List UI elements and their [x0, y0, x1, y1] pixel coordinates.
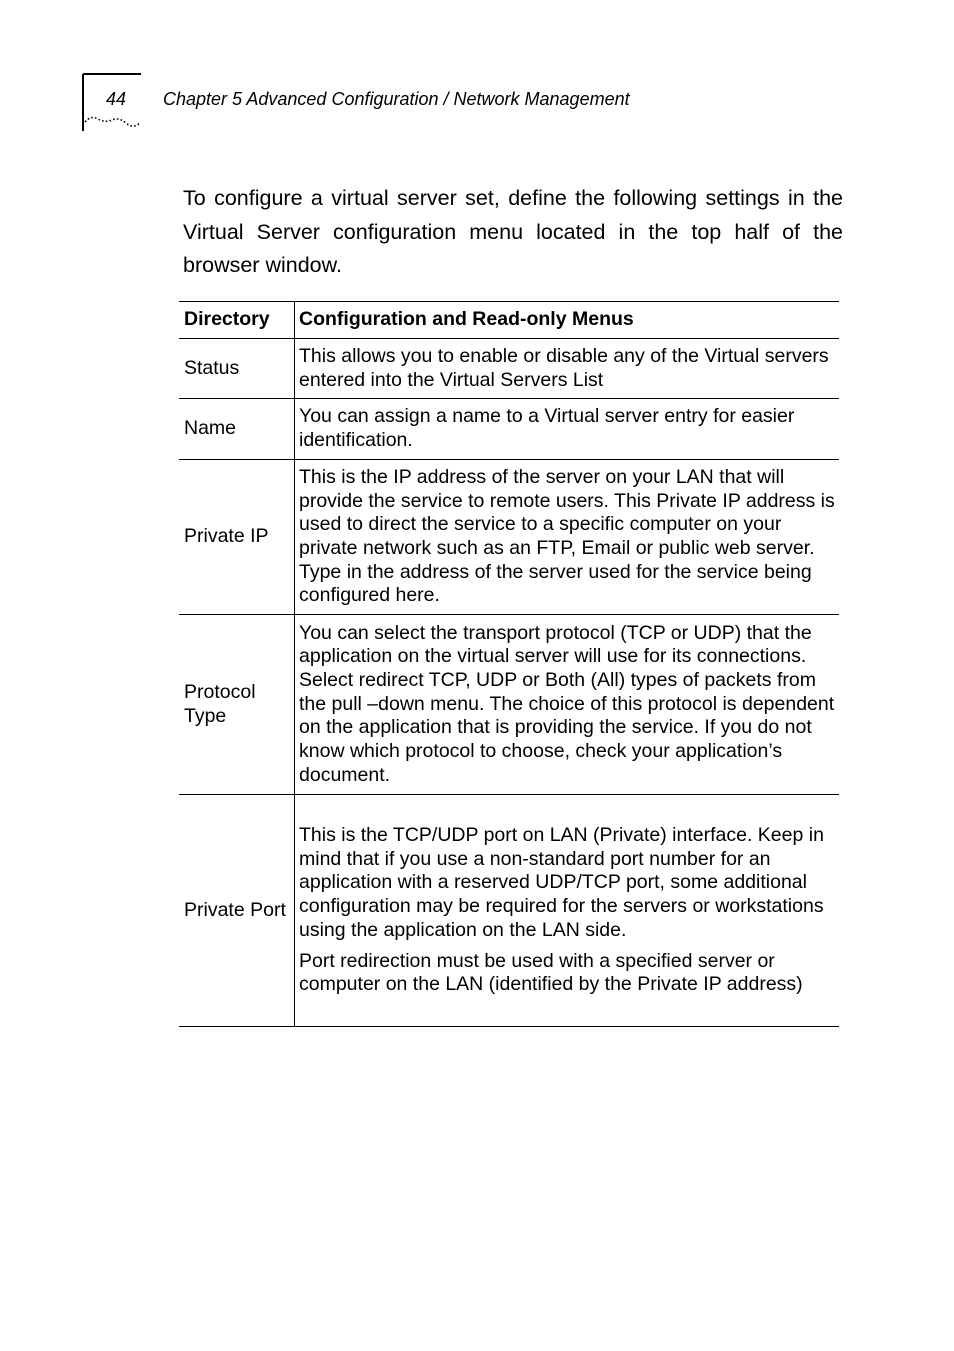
table-header-row	[179, 302, 839, 339]
table-row	[179, 795, 839, 1027]
row-description	[295, 615, 840, 795]
row-description	[295, 339, 840, 399]
column-header-directory: Directory	[179, 302, 295, 339]
table-row	[179, 459, 839, 614]
intro-paragraph: To configure a virtual server set, define the following settings in the Virtual Server configuration menu located in the top half of the browser window.	[183, 186, 843, 277]
row-directory: Protocol Type	[179, 615, 295, 795]
description-paragraph: You can assign a name to a Virtual server entry for easier identification.	[299, 405, 795, 452]
virtual-server-settings-table	[179, 301, 839, 1027]
row-directory: Private IP	[179, 459, 295, 614]
row-directory: Name	[179, 399, 295, 459]
column-header-description: Configuration and Read-only Menus	[295, 302, 840, 339]
row-description	[295, 459, 840, 614]
description-paragraph: You can select the transport protocol (TCP or UDP) that the application on the virtual server will use for its connections. Select redirect TCP, UDP or Both (All) types of packets from the pull –down menu. The choice of this protocol is dependent on the application that is providing the service. If you do not know which protocol to choose, check your application’s document.	[299, 621, 835, 786]
running-head: Chapter 5 Advanced Configuration / Network Management	[163, 89, 630, 109]
table-row	[179, 399, 839, 459]
description-paragraph: This is the IP address of the server on your LAN that will provide the service to remote users. This Private IP address is used to direct the service to a specific computer on your private network such as an FTP, Email or public web server. Type in the address of the server used for the service being configured here.	[299, 465, 835, 607]
table-row	[179, 615, 839, 795]
row-directory: Status	[179, 339, 295, 399]
table-row	[179, 339, 839, 399]
description-paragraph: This is the TCP/UDP port on LAN (Private) interface. Keep in mind that if you use a non-standard port number for an application with a reserved UDP/TCP port, some additional configuration may be required for the servers or workstations using the application on the LAN side.	[299, 824, 824, 941]
description-paragraph: Port redirection must be used with a specified server or computer on the LAN (identified by the Private IP address)	[299, 949, 803, 996]
description-paragraph: This allows you to enable or disable any of the Virtual servers entered into the Virtual Servers List	[299, 345, 829, 391]
row-directory: Private Port	[179, 795, 295, 1027]
row-description	[295, 795, 840, 1027]
row-description	[295, 399, 840, 459]
page-number: 44	[106, 89, 127, 109]
